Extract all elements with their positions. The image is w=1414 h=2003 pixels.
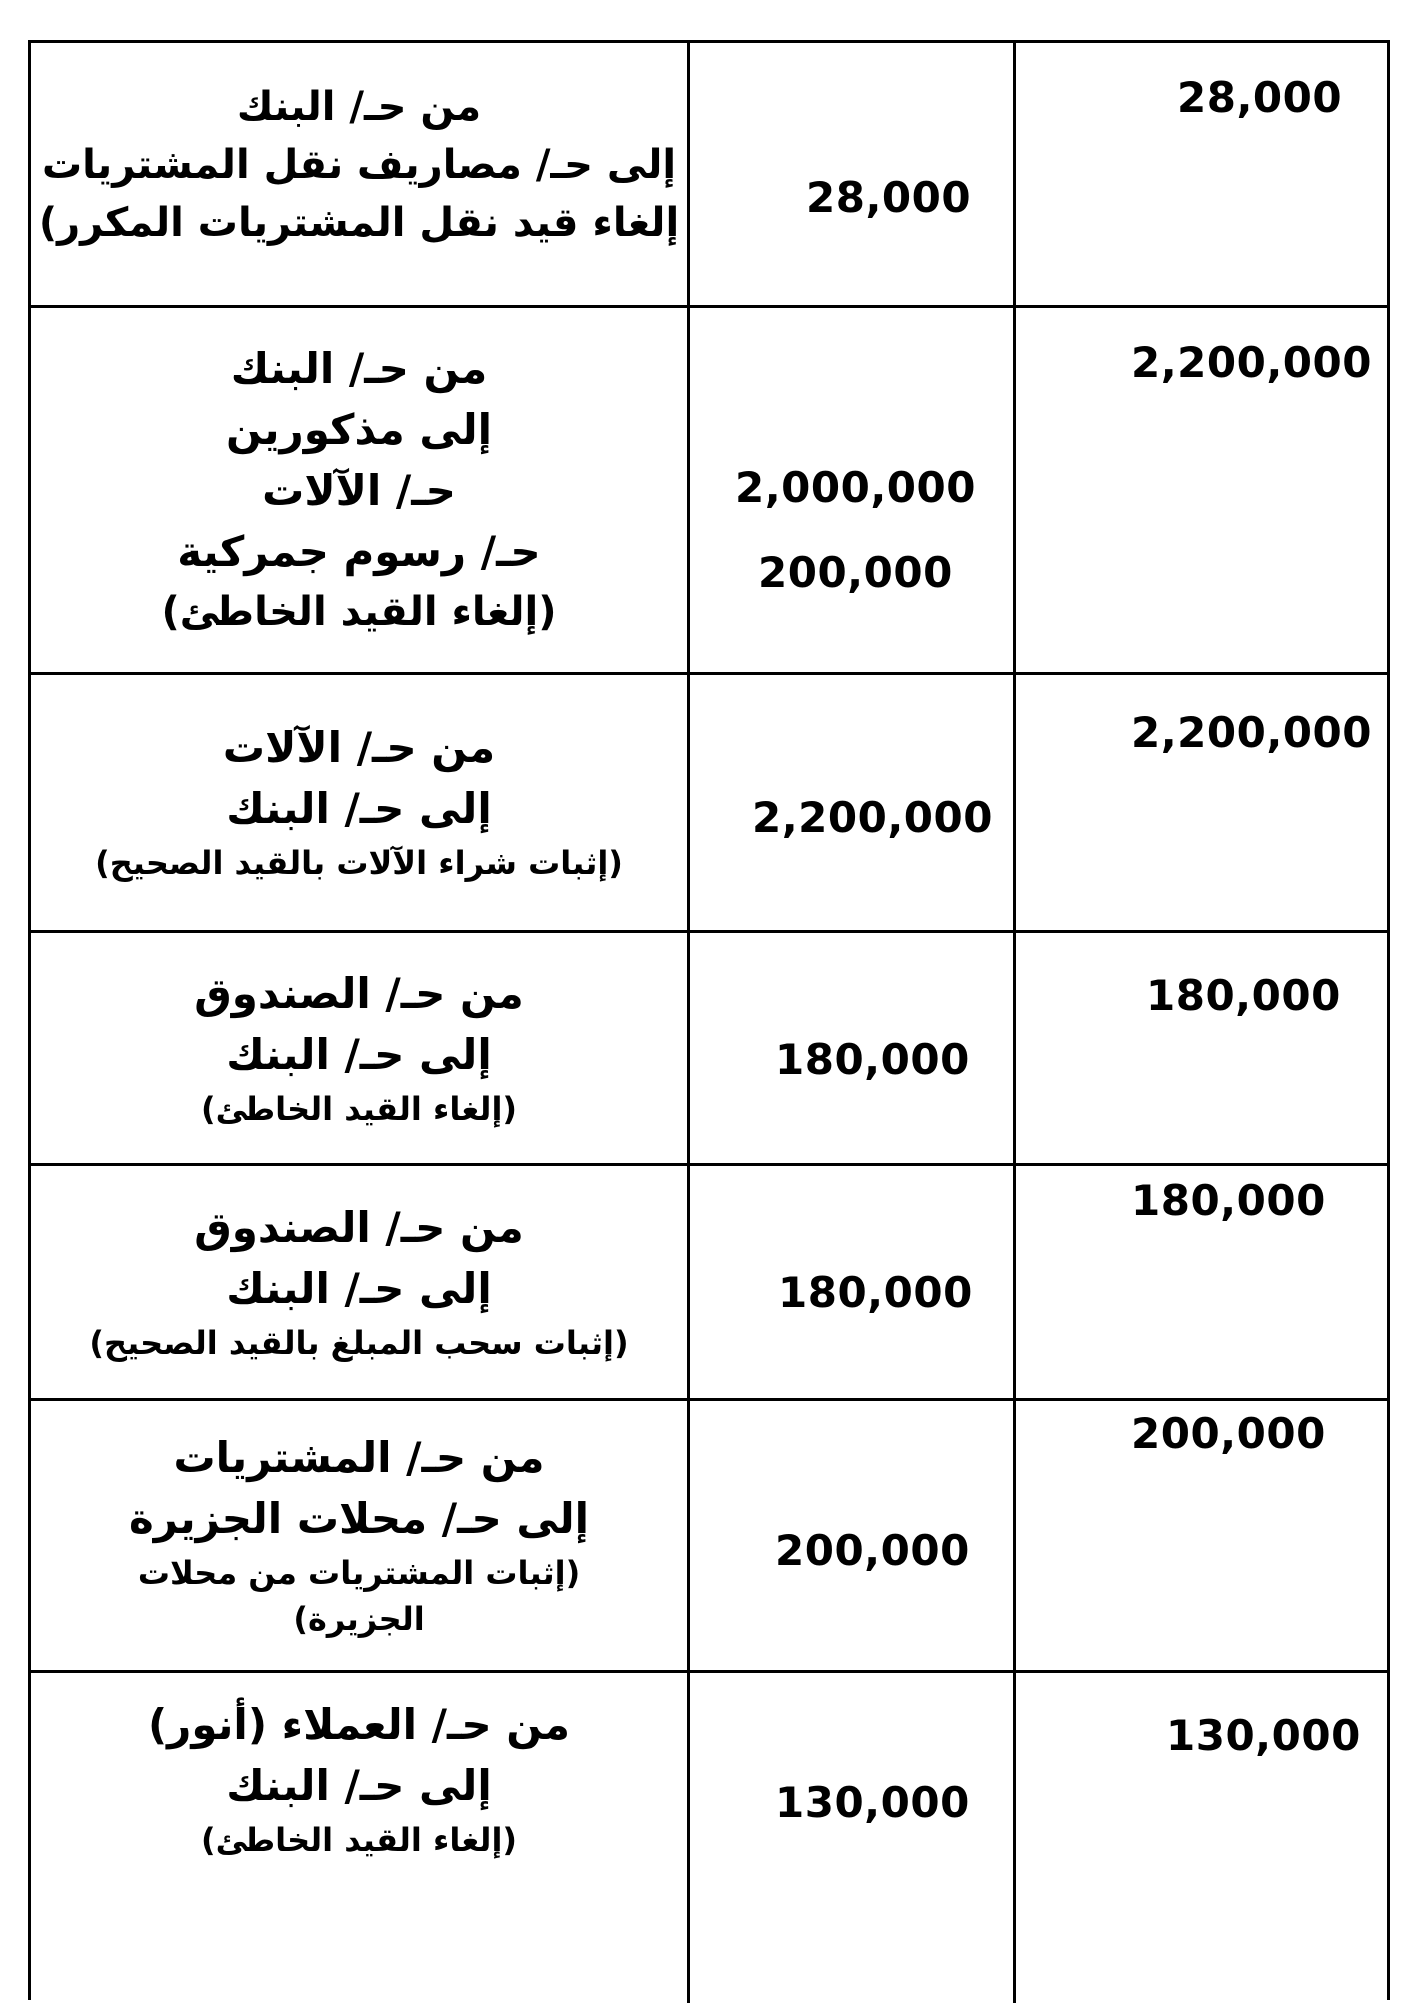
- entry-line: حـ/ رسوم جمركية: [177, 526, 541, 576]
- entry-description: [31, 308, 687, 672]
- entry-line: من حـ/ الآلات: [222, 723, 496, 773]
- entry-line: إلى حـ/ مصاريف نقل المشتريات: [41, 142, 677, 188]
- entry-line: من حـ/ البنك: [236, 84, 482, 130]
- entry-line: (إثبات شراء الآلات بالقيد الصحيح): [95, 844, 623, 883]
- credit-amount: 200,000: [775, 1526, 970, 1575]
- entry-line: إلى مذكورين: [225, 405, 493, 455]
- entry-line: حـ/ الآلات: [262, 466, 456, 515]
- credit-amount: 2,000,000: [735, 463, 976, 512]
- credit-cell: [690, 1166, 1013, 1398]
- entry-line: إلى حـ/ البنك: [226, 1760, 492, 1810]
- entry-description: [31, 675, 687, 930]
- credit-cell: [690, 1401, 1013, 1670]
- debit-cell: [1016, 43, 1390, 305]
- journal-row: [31, 675, 1387, 933]
- journal-row: [31, 933, 1387, 1166]
- debit-cell: [1016, 1401, 1390, 1670]
- entry-line: من حـ/ البنك: [230, 344, 488, 394]
- entry-description: [31, 43, 687, 305]
- entry-line: إلى حـ/ محلات الجزيرة: [128, 1494, 590, 1544]
- debit-amount: 2,200,000: [1131, 338, 1372, 387]
- entry-description: [31, 1401, 687, 1670]
- entry-line: (إلغاء القيد الخاطئ): [200, 1089, 518, 1128]
- entry-line: (إثبات سحب المبلغ بالقيد الصحيح): [89, 1323, 629, 1362]
- debit-cell: [1016, 1166, 1390, 1398]
- journal-row: [31, 308, 1387, 675]
- credit-cell: [690, 933, 1013, 1163]
- debit-amount: 130,000: [1166, 1711, 1361, 1760]
- debit-cell: [1016, 675, 1390, 930]
- credit-cell: [690, 43, 1013, 305]
- credit-amount: 28,000: [806, 173, 972, 222]
- entry-line: (إلغاء القيد الخاطئ): [161, 588, 557, 635]
- entry-line: إلى حـ/ البنك: [226, 1029, 492, 1079]
- journal-table: [28, 40, 1390, 2000]
- credit-amount: 180,000: [778, 1268, 973, 1317]
- credit-amount: 200,000: [758, 548, 953, 597]
- journal-row: [31, 43, 1387, 308]
- entry-line: إلغاء قيد نقل المشتريات المكرر): [38, 200, 680, 246]
- credit-cell: [690, 308, 1013, 672]
- debit-amount: 180,000: [1146, 971, 1341, 1020]
- entry-description: [31, 1166, 687, 1398]
- credit-cell: [690, 1673, 1013, 2003]
- entry-line: من حـ/ المشتريات: [173, 1433, 545, 1483]
- journal-row: [31, 1673, 1387, 2003]
- entry-description: [31, 1673, 687, 2003]
- journal-row: [31, 1401, 1387, 1673]
- credit-amount: 180,000: [775, 1035, 970, 1084]
- credit-cell: [690, 675, 1013, 930]
- debit-cell: [1016, 1673, 1390, 2003]
- credit-amount: 130,000: [775, 1778, 970, 1827]
- credit-amount: 2,200,000: [752, 793, 993, 842]
- entry-line: من حـ/ الصندوق: [194, 968, 524, 1018]
- entry-line: (إلغاء القيد الخاطئ): [200, 1820, 518, 1859]
- entry-description: [31, 933, 687, 1163]
- debit-cell: [1016, 933, 1390, 1163]
- journal-row: [31, 1166, 1387, 1401]
- entry-line: من حـ/ العملاء (أنور): [147, 1700, 571, 1749]
- debit-amount: 28,000: [1177, 73, 1343, 122]
- entry-line: الجزيرة): [293, 1600, 425, 1639]
- entry-line: من حـ/ الصندوق: [194, 1202, 524, 1252]
- entry-line: إلى حـ/ البنك: [226, 1263, 492, 1313]
- debit-amount: 200,000: [1131, 1409, 1326, 1458]
- entry-line: إلى حـ/ البنك: [226, 784, 492, 834]
- debit-cell: [1016, 308, 1390, 672]
- entry-line: (إثبات المشتريات من محلات: [137, 1554, 581, 1592]
- debit-amount: 180,000: [1131, 1176, 1326, 1225]
- debit-amount: 2,200,000: [1131, 708, 1372, 757]
